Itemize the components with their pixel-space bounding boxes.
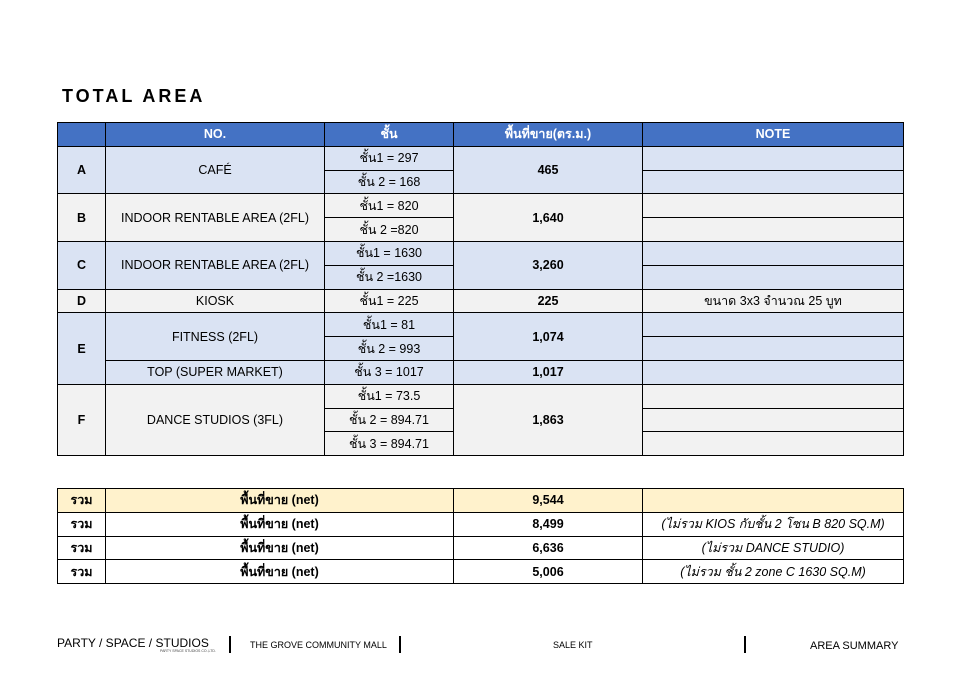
row-floor: ชั้น1 = 297 — [325, 146, 454, 170]
row-name: INDOOR RENTABLE AREA (2FL) — [106, 241, 325, 289]
summary-label: รวม — [58, 489, 106, 513]
summary-table — [57, 488, 904, 584]
row-note — [643, 384, 904, 408]
row-note — [643, 170, 904, 194]
row-total: 465 — [454, 146, 643, 194]
summary-value: 6,636 — [454, 536, 643, 560]
row-note — [643, 241, 904, 265]
row-floor: ชั้น 2 =1630 — [325, 265, 454, 289]
header-note: NOTE — [643, 123, 904, 147]
summary-value: 8,499 — [454, 512, 643, 536]
summary-row — [58, 489, 904, 513]
footer-section: AREA SUMMARY — [810, 640, 899, 652]
footer-doc: SALE KIT — [553, 640, 593, 650]
table-row — [58, 194, 904, 218]
table-row — [58, 384, 904, 408]
table-row — [58, 313, 904, 337]
header-code — [58, 123, 106, 147]
row-note — [643, 265, 904, 289]
table-row — [58, 241, 904, 265]
summary-row — [58, 512, 904, 536]
summary-label: รวม — [58, 512, 106, 536]
row-total: 1,640 — [454, 194, 643, 242]
row-name: DANCE STUDIOS (3FL) — [106, 384, 325, 455]
row-code: C — [58, 241, 106, 289]
row-note: ขนาด 3x3 จำนวณ 25 บูท — [643, 289, 904, 313]
row-floor: ชั้น 2 = 993 — [325, 337, 454, 361]
row-total: 1,863 — [454, 384, 643, 455]
row-name: FITNESS (2FL) — [106, 313, 325, 361]
row-note — [643, 146, 904, 170]
row-floor: ชั้น1 = 820 — [325, 194, 454, 218]
header-floor: ชั้น — [325, 123, 454, 147]
summary-note — [643, 489, 904, 513]
header-area: พื้นที่ขาย(ตร.ม.) — [454, 123, 643, 147]
row-code: B — [58, 194, 106, 242]
row-code: D — [58, 289, 106, 313]
row-total: 1,017 — [454, 360, 643, 384]
summary-desc: พื้นที่ขาย (net) — [106, 512, 454, 536]
row-floor: ชั้น1 = 81 — [325, 313, 454, 337]
row-note — [643, 408, 904, 432]
row-name: CAFÉ — [106, 146, 325, 194]
area-table — [57, 122, 904, 456]
summary-value: 5,006 — [454, 560, 643, 584]
footer-brand-sub: PARTY SPACE STUDIOS CO.,LTD. — [160, 649, 216, 653]
row-floor: ชั้น 3 = 1017 — [325, 360, 454, 384]
summary-desc: พื้นที่ขาย (net) — [106, 536, 454, 560]
row-note — [643, 218, 904, 242]
summary-value: 9,544 — [454, 489, 643, 513]
summary-note: (ไม่รวม ชั้น 2 zone C 1630 SQ.M) — [643, 560, 904, 584]
summary-label: รวม — [58, 536, 106, 560]
row-floor: ชั้น1 = 225 — [325, 289, 454, 313]
row-note — [643, 337, 904, 361]
summary-note: (ไม่รวม DANCE STUDIO) — [643, 536, 904, 560]
table-row — [58, 146, 904, 170]
row-note — [643, 360, 904, 384]
row-note — [643, 194, 904, 218]
row-code: E — [58, 313, 106, 384]
row-floor: ชั้น1 = 73.5 — [325, 384, 454, 408]
table-row — [58, 289, 904, 313]
row-name: INDOOR RENTABLE AREA (2FL) — [106, 194, 325, 242]
footer-divider — [399, 636, 401, 653]
row-floor: ชั้น 2 = 894.71 — [325, 408, 454, 432]
page-title: TOTAL AREA — [62, 86, 206, 106]
row-total: 3,260 — [454, 241, 643, 289]
row-code: A — [58, 146, 106, 194]
summary-label: รวม — [58, 560, 106, 584]
row-floor: ชั้น 2 = 168 — [325, 170, 454, 194]
summary-row — [58, 536, 904, 560]
row-floor: ชั้น 2 =820 — [325, 218, 454, 242]
row-note — [643, 313, 904, 337]
row-total: 225 — [454, 289, 643, 313]
summary-note: (ไม่รวม KIOS กับชั้น 2 โซน B 820 SQ.M) — [643, 512, 904, 536]
footer-brand: PARTY / SPACE / STUDIOS — [57, 636, 209, 650]
footer-project: THE GROVE COMMUNITY MALL — [250, 640, 387, 650]
row-code: F — [58, 384, 106, 455]
row-total: 1,074 — [454, 313, 643, 361]
row-floor: ชั้น 3 = 894.71 — [325, 432, 454, 456]
summary-desc: พื้นที่ขาย (net) — [106, 489, 454, 513]
summary-row — [58, 560, 904, 584]
summary-desc: พื้นที่ขาย (net) — [106, 560, 454, 584]
header-no: NO. — [106, 123, 325, 147]
row-floor: ชั้น1 = 1630 — [325, 241, 454, 265]
footer-divider — [744, 636, 746, 653]
row-name: KIOSK — [106, 289, 325, 313]
row-note — [643, 432, 904, 456]
table-header-row — [58, 123, 904, 147]
table-row — [58, 360, 904, 384]
row-name: TOP (SUPER MARKET) — [106, 360, 325, 384]
footer-divider — [229, 636, 231, 653]
